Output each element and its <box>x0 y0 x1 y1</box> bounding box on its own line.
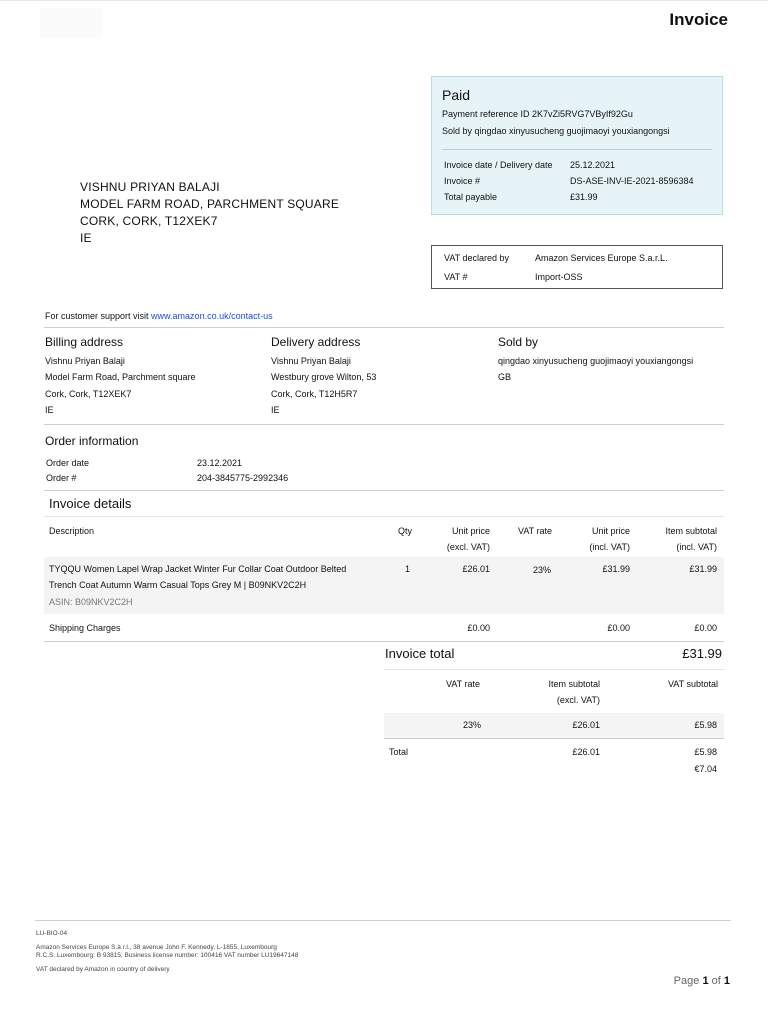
divider <box>44 641 724 642</box>
item-subtotal: £31.99 <box>689 564 717 574</box>
order-number-label: Order # <box>46 473 77 483</box>
vat-row-vat: £5.98 <box>694 720 717 730</box>
footer-rule <box>35 920 731 921</box>
paid-divider <box>442 149 712 150</box>
vat-number-label: VAT # <box>444 272 468 282</box>
divider <box>44 327 724 328</box>
vat-col-vat-subtotal: VAT subtotal <box>667 679 718 689</box>
col-vat-rate: VAT rate <box>518 526 553 536</box>
billing-city: Cork, Cork, T12XEK7 <box>45 389 132 399</box>
delivery-heading: Delivery address <box>271 335 361 349</box>
vat-col-subtotal: Item subtotal <box>548 679 600 689</box>
seller-heading: Sold by <box>498 335 539 349</box>
col-unit-excl: Unit price <box>451 526 490 536</box>
customer-name: VISHNU PRIYAN BALAJI <box>80 180 220 194</box>
invoice-details-heading: Invoice details <box>49 496 132 511</box>
col-unit-incl: Unit price <box>591 526 630 536</box>
seller-name: qingdao xinyusucheng guojimaoyi youxiangongsi <box>498 356 694 366</box>
vat-number-value: Import-OSS <box>535 272 583 282</box>
total-payable-label: Total payable <box>444 192 498 202</box>
col-description: Description <box>49 526 95 536</box>
billing-heading: Billing address <box>45 335 124 349</box>
page-title: Invoice <box>669 10 728 29</box>
item-vat-rate: 23% <box>533 565 552 575</box>
payment-reference: Payment reference ID 2K7vZi5RVG7VByIf92Gu <box>442 109 633 119</box>
vat-total-subtotal: £26.01 <box>572 747 600 757</box>
divider <box>384 738 724 739</box>
col-unit-incl-sub: (incl. VAT) <box>589 542 630 552</box>
page-total: 1 <box>723 975 730 987</box>
customer-street: MODEL FARM ROAD, PARCHMENT SQUARE <box>80 197 340 211</box>
delivery-street: Westbury grove Wilton, 53 <box>271 372 377 382</box>
billing-country: IE <box>45 405 54 415</box>
support-link[interactable]: www.amazon.co.uk/contact-us <box>151 311 273 321</box>
logo-placeholder <box>40 8 102 38</box>
total-payable-value: £31.99 <box>570 192 598 202</box>
shipping-subtotal: £0.00 <box>694 623 717 633</box>
invoice-total-label: Invoice total <box>385 646 455 661</box>
vat-declared-label: VAT declared by <box>444 253 510 263</box>
page-number <box>674 975 730 987</box>
invoice-date-label: Invoice date / Delivery date <box>444 160 553 170</box>
divider <box>384 669 724 670</box>
divider <box>44 490 724 491</box>
payment-summary-box <box>431 76 723 215</box>
item-description-line2: Trench Coat Autumn Warm Casual Tops Grey M | B09NKV2C2H <box>49 580 307 590</box>
invoice-total-value: £31.99 <box>682 646 722 661</box>
vat-total-vat: £5.98 <box>694 747 717 757</box>
billing-name: Vishnu Priyan Balaji <box>45 356 125 366</box>
page-of: of <box>711 975 721 987</box>
vat-declaration-box <box>431 245 723 289</box>
order-info-heading: Order information <box>45 434 139 448</box>
col-subtotal: Item subtotal <box>665 526 717 536</box>
page-current: 1 <box>702 975 709 987</box>
vat-col-rate: VAT rate <box>446 679 481 689</box>
divider <box>44 424 724 425</box>
billing-street: Model Farm Road, Parchment square <box>45 372 196 382</box>
customer-support-line <box>45 311 273 321</box>
delivery-city: Cork, Cork, T12H5R7 <box>271 389 358 399</box>
footer-address: Amazon Services Europe S.à r.l., 38 avenue John F. Kennedy, L-1855, Luxembourg <box>36 944 277 951</box>
order-date-label: Order date <box>46 458 90 468</box>
shipping-label: Shipping Charges <box>49 623 121 633</box>
footer-vat-note: VAT declared by Amazon in country of delivery <box>36 966 170 973</box>
col-qty: Qty <box>398 526 413 536</box>
sold-by-line: Sold by qingdao xinyusucheng guojimaoyi youxiangongsi <box>442 126 670 136</box>
support-text: For customer support visit <box>45 311 149 321</box>
vat-row-subtotal: £26.01 <box>572 720 600 730</box>
footer-registration: R.C.S. Luxembourg: B 93815; Business license number: 100416 VAT number LU19647148 <box>36 952 299 959</box>
customer-country: IE <box>80 231 92 245</box>
footer-code: LU-BIO-04 <box>36 930 68 937</box>
seller-country: GB <box>498 372 512 382</box>
invoice-number-label: Invoice # <box>444 176 481 186</box>
item-asin: ASIN: B09NKV2C2H <box>49 597 133 607</box>
order-number-value: 204-3845775-2992346 <box>197 473 289 483</box>
page-label: Page <box>673 975 700 987</box>
vat-total-eur: €7.04 <box>694 764 717 774</box>
divider <box>44 516 724 517</box>
invoice-date-value: 25.12.2021 <box>570 160 616 170</box>
shipping-unit-excl: £0.00 <box>467 623 490 633</box>
order-date-value: 23.12.2021 <box>197 458 243 468</box>
vat-declared-value: Amazon Services Europe S.a.r.L. <box>535 253 668 263</box>
delivery-name: Vishnu Priyan Balaji <box>271 356 351 366</box>
vat-row-rate: 23% <box>463 720 482 730</box>
item-unit-incl: £31.99 <box>602 564 630 574</box>
col-subtotal-sub: (incl. VAT) <box>676 542 717 552</box>
vat-total-label: Total <box>389 747 409 757</box>
delivery-country: IE <box>271 405 280 415</box>
customer-city: CORK, CORK, T12XEK7 <box>80 214 218 228</box>
vat-col-subtotal-sub: (excl. VAT) <box>556 695 600 705</box>
col-unit-excl-sub: (excl. VAT) <box>446 542 490 552</box>
top-rule <box>0 0 768 1</box>
item-description-line1: TYQQU Women Lapel Wrap Jacket Winter Fur Collar Coat Outdoor Belted <box>49 564 347 574</box>
invoice-number-value: DS-ASE-INV-IE-2021-8596384 <box>570 176 694 186</box>
shipping-unit-incl: £0.00 <box>607 623 630 633</box>
item-unit-excl: £26.01 <box>462 564 490 574</box>
item-qty: 1 <box>405 564 411 574</box>
paid-status: Paid <box>442 87 471 103</box>
